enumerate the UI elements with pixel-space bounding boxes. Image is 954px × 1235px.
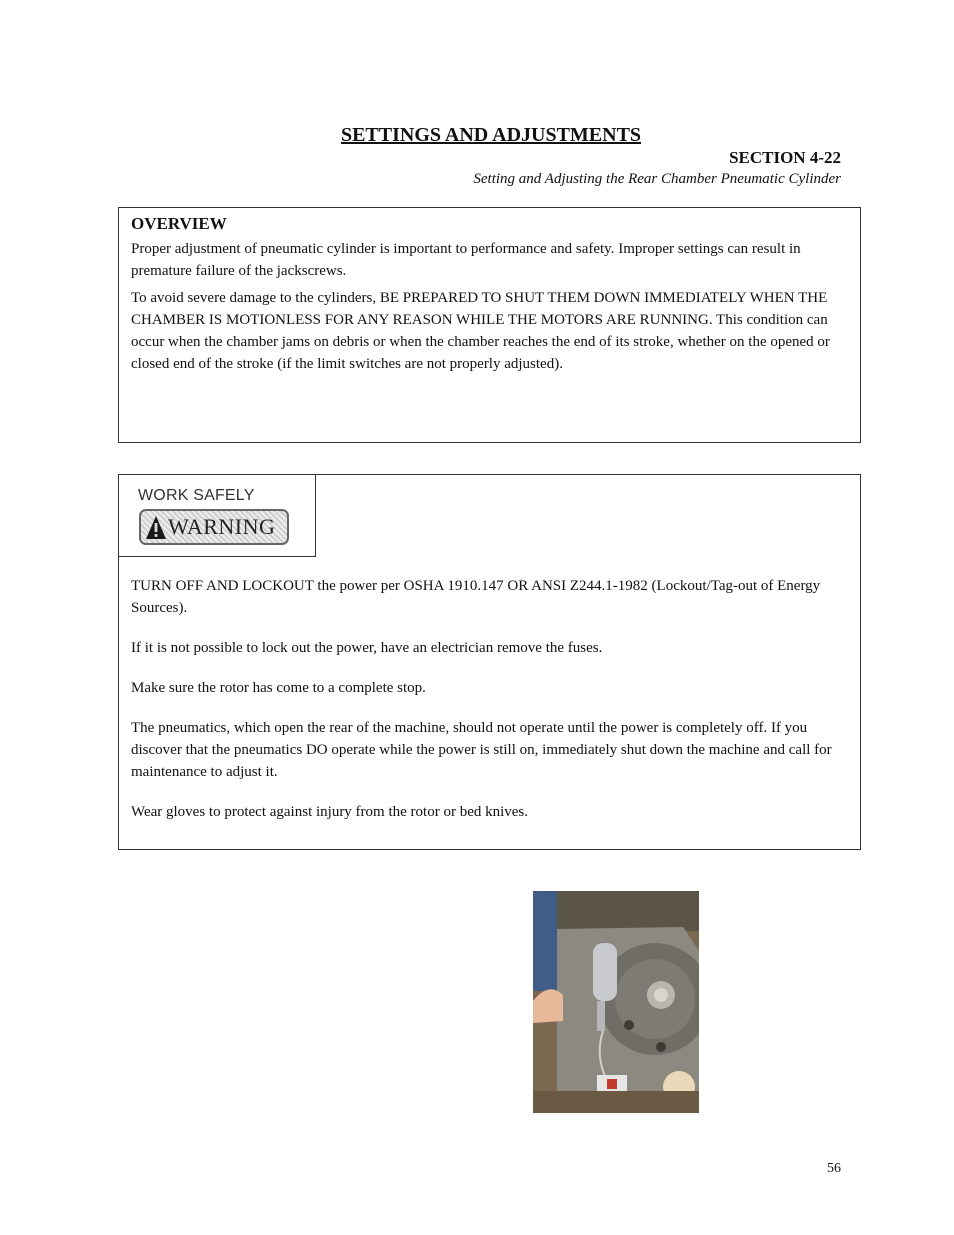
machine-photo: [533, 891, 699, 1113]
overview-box: [118, 207, 861, 443]
warning-paragraph: Make sure the rotor has come to a complete stop.: [131, 680, 426, 696]
warning-paragraph: TURN OFF AND LOCKOUT the power per OSHA 1910.147 OR ANSI Z244.1-1982 (Lockout/Tag-out of Energy Sources).: [131, 578, 821, 616]
warning-word: WARNING: [168, 514, 276, 539]
page-number: 56: [827, 1161, 841, 1176]
section-subtitle: Setting and Adjusting the Rear Chamber Pneumatic Cylinder: [473, 171, 841, 187]
overview-paragraph: Proper adjustment of pneumatic cylinder is important to performance and safety. Improper settings can result in premature failure of the jackscrews.: [131, 241, 801, 279]
warning-body: [131, 575, 848, 828]
warning-paragraph: The pneumatics, which open the rear of the machine, should not operate until the power is completely off. If you discover that the pneumatics DO operate while the power is still on, immediately shut down the machine and call for maintenance to adjust it.: [131, 720, 832, 780]
work-safely-label: WORK SAFELY: [138, 487, 255, 504]
work-safely-badge: [119, 475, 316, 557]
warning-plate: [139, 509, 289, 545]
warning-box: [118, 474, 861, 850]
warning-triangle-icon: [145, 514, 167, 540]
overview-paragraph: To avoid severe damage to the cylinders, BE PREPARED TO SHUT THEM DOWN IMMEDIATELY WHEN THE CHAMBER IS MOTIONLESS FOR ANY REASON WHILE THE MOTORS ARE RUNNING. This condition can occur when the chamber jams on debris or when the chamber reaches the end of its stroke, whether on the opened or closed end of the stroke (if the limit switches are not properly adjusted).: [131, 290, 830, 372]
warning-paragraph: If it is not possible to lock out the power, have an electrician remove the fuses.: [131, 640, 603, 656]
overview-heading: OVERVIEW: [131, 214, 227, 233]
warning-paragraph: Wear gloves to protect against injury from the rotor or bed knives.: [131, 804, 529, 820]
section-number: SECTION 4-22: [729, 148, 841, 167]
page-title: SETTINGS AND ADJUSTMENTS: [340, 124, 642, 146]
